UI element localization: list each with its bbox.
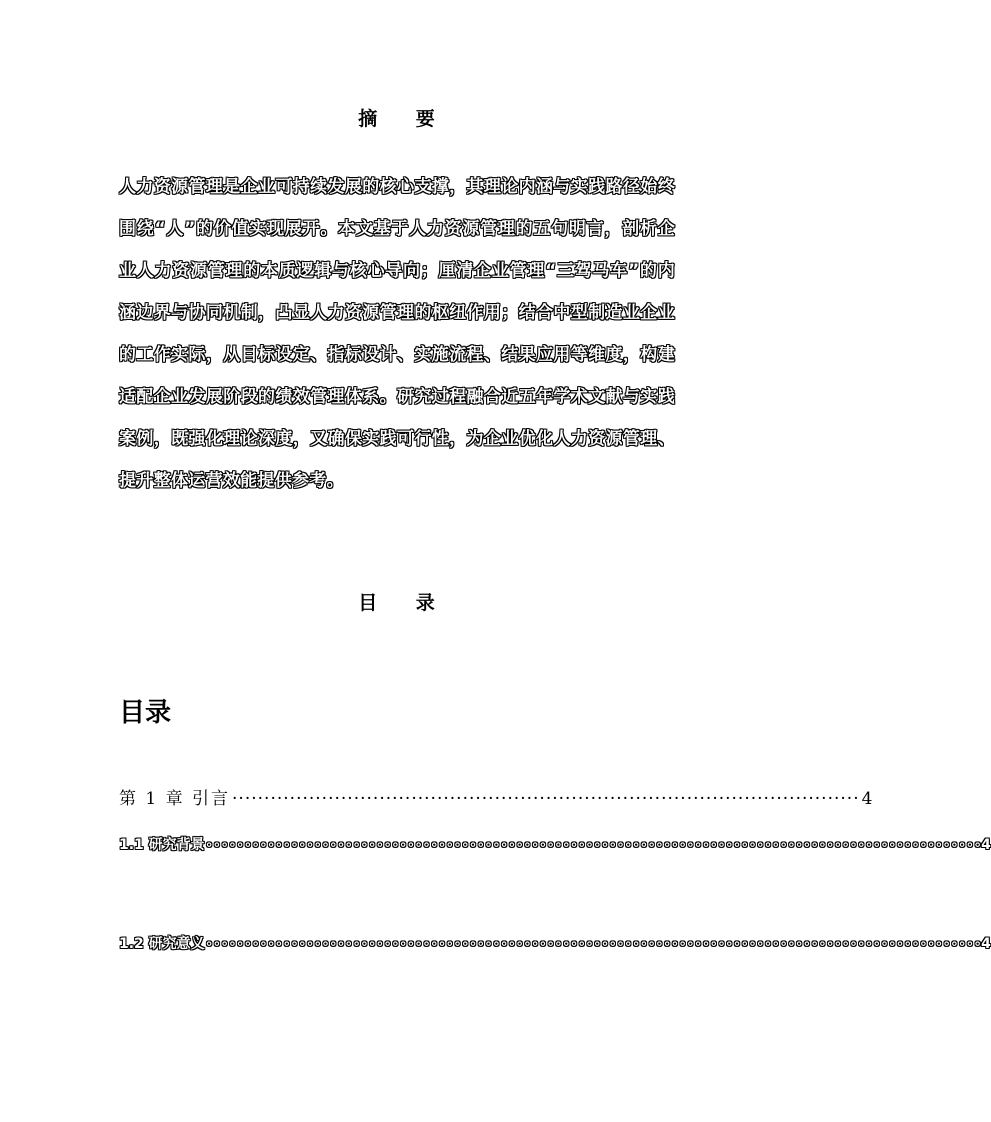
toc-entry-section-1-1[interactable] [119,834,991,854]
toc-dot-leader: ∘∘∘∘∘∘∘∘∘∘∘∘∘∘∘∘∘∘∘∘∘∘∘∘∘∘∘∘∘∘∘∘∘∘∘∘∘∘∘∘∘∘∘∘∘∘∘∘∘∘∘∘∘∘∘∘∘∘∘∘∘∘∘∘∘∘∘∘∘∘∘∘∘∘∘∘∘∘∘∘∘∘∘∘∘∘∘∘∘∘∘∘∘∘∘∘∘∘∘∘ [204,936,982,952]
toc-dot-leader: ·································································································· [232,789,860,809]
toc-entry-label: 1.1 研究背景 [119,837,205,853]
toc-dot-leader: ∘∘∘∘∘∘∘∘∘∘∘∘∘∘∘∘∘∘∘∘∘∘∘∘∘∘∘∘∘∘∘∘∘∘∘∘∘∘∘∘∘∘∘∘∘∘∘∘∘∘∘∘∘∘∘∘∘∘∘∘∘∘∘∘∘∘∘∘∘∘∘∘∘∘∘∘∘∘∘∘∘∘∘∘∘∘∘∘∘∘∘∘∘∘∘∘∘∘∘∘ [204,837,982,853]
abstract-title: 摘 要 [358,108,451,130]
toc-entry-page: 4 [861,789,873,809]
toc-entry-page: 4 [981,837,991,853]
toc-title: 目 录 [358,592,451,614]
toc-heading: 目录 [119,698,172,728]
toc-entry-page: 4 [981,936,991,952]
toc-entry-chapter-1[interactable] [119,784,873,809]
toc-entry-label: 1.2 研究意义 [119,936,205,952]
toc-entry-label: 第 1 章 引言 [119,789,231,809]
abstract-body: 人力资源管理是企业可持续发展的核心支撑，其理论内涵与实践路径始终围绕“人”的价值实现展开。本文基于人力资源管理的五句明言，剖析企业人力资源管理的本质逻辑与核心导向；厘清企业管理“三驾马车”的内涵边界与协同机制，凸显人力资源管理的枢纽作用；结合中型制造业企业的工作实际，从目标设定、指标设计、实施流程、结果应用等维度，构建适配企业发展阶段的绩效管理体系。研究过程融合近五年学术文献与实践案例，既强化理论深度，又确保实践可行性，为企业优化人力资源管理、提升整体运营效能提供参考。 [119,177,675,491]
toc-entry-section-1-2[interactable] [119,933,991,953]
